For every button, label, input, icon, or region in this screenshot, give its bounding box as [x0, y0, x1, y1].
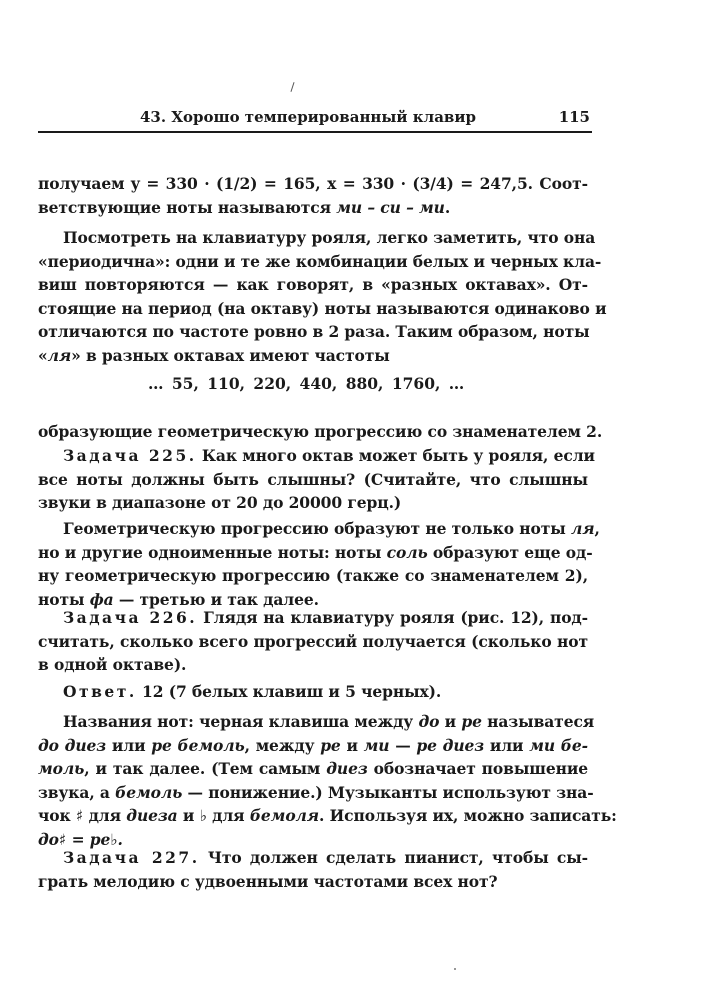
paragraph-2 [38, 226, 607, 367]
speck-mark [454, 968, 456, 970]
problem-label: Задача 225. [63, 446, 197, 465]
problem-226 [38, 606, 588, 677]
text-line: Задача 227. Что должен сделать пианист, чтобы сы- [63, 848, 589, 867]
text-line: стоящие на период (на октаву) ноты называются одинаково и [38, 298, 607, 318]
paragraph-1 [38, 172, 588, 219]
text-line: Ответ. 12 (7 белых клавиш и 5 черных). [63, 682, 442, 701]
text-line: отличаются по частоте ровно в 2 раза. Таким образом, ноты [38, 322, 590, 341]
text-line: все ноты должны быть слышны? (Считайте, что слышны [38, 469, 588, 489]
text-line: считать, сколько всего прогрессий получается (сколько нот [38, 631, 588, 651]
text-line: но и другие одноименные ноты: ноты соль образуют еще од- [38, 542, 593, 562]
text-line: чок ♯ для диеза и ♭ для бемоля. Используя их, можно записать: [38, 806, 617, 825]
problem-227 [38, 846, 588, 893]
text-line: в одной октаве). [38, 655, 187, 674]
problem-225 [38, 444, 595, 515]
frequency-sequence: … 55, 110, 220, 440, 880, 1760, … [148, 374, 465, 393]
text-line: грать мелодию с удвоенными частотами всех нот? [38, 871, 498, 891]
text-line: звука, а бемоль — понижение.) Музыканты используют зна- [38, 782, 594, 802]
paragraph-4 [38, 517, 600, 611]
text-line: «ля» в разных октавах имеют частоты [38, 345, 390, 365]
paragraph-5 [38, 710, 617, 851]
problem-label: Задача 227. [63, 848, 200, 867]
text-line: моль, и так далее. (Тем самым диез обозначает повышение [38, 759, 588, 778]
problem-label: Задача 226. [63, 608, 198, 627]
text-line: Задача 225. Как много октав может быть у рояля, если [63, 446, 595, 465]
text-line: ветствующие ноты называются ми – си – ми. [38, 197, 451, 217]
text-line: Названия нот: черная клавиша между до и ре называтеся [63, 712, 595, 731]
text-line: виш повторяются — как говорят, в «разных октавах». От- [38, 275, 588, 294]
answer-label: Ответ. [63, 682, 137, 701]
text-line: получаем y = 330 · (1/2) = 165, x = 330 · (3/4) = 247,5. Соот- [38, 174, 588, 193]
text-line: Посмотреть на клавиатуру рояля, легко заметить, что она [63, 228, 596, 247]
text-line: до диез или ре бемоль, между ре и ми — ре диез или ми бе- [38, 735, 588, 755]
page-number: 115 [558, 108, 590, 126]
text-line: звуки в диапазоне от 20 до 20000 герц.) [38, 493, 402, 512]
section-title: 43. Хорошо темперированный клавир [140, 108, 476, 126]
running-header [38, 108, 590, 128]
answer [38, 680, 588, 704]
text-line: «периодична»: одни и те же комбинации белых и черных кла- [38, 251, 602, 271]
paragraph-3 [38, 420, 603, 444]
text-line: образующие геометрическую прогрессию со знаменателем 2. [38, 422, 603, 441]
text-line: до♯ = ре♭. [38, 829, 123, 849]
text-line: Задача 226. Глядя на клавиатуру рояля (рис. 12), под- [63, 608, 588, 627]
text-line: Геометрическую прогрессию образуют не только ноты ля, [63, 519, 600, 538]
stray-mark [290, 82, 294, 92]
text-line: ну геометрическую прогрессию (также со знаменателем 2), [38, 566, 588, 585]
text-line: ноты фа — третью и так далее. [38, 589, 319, 609]
header-rule [38, 131, 592, 133]
